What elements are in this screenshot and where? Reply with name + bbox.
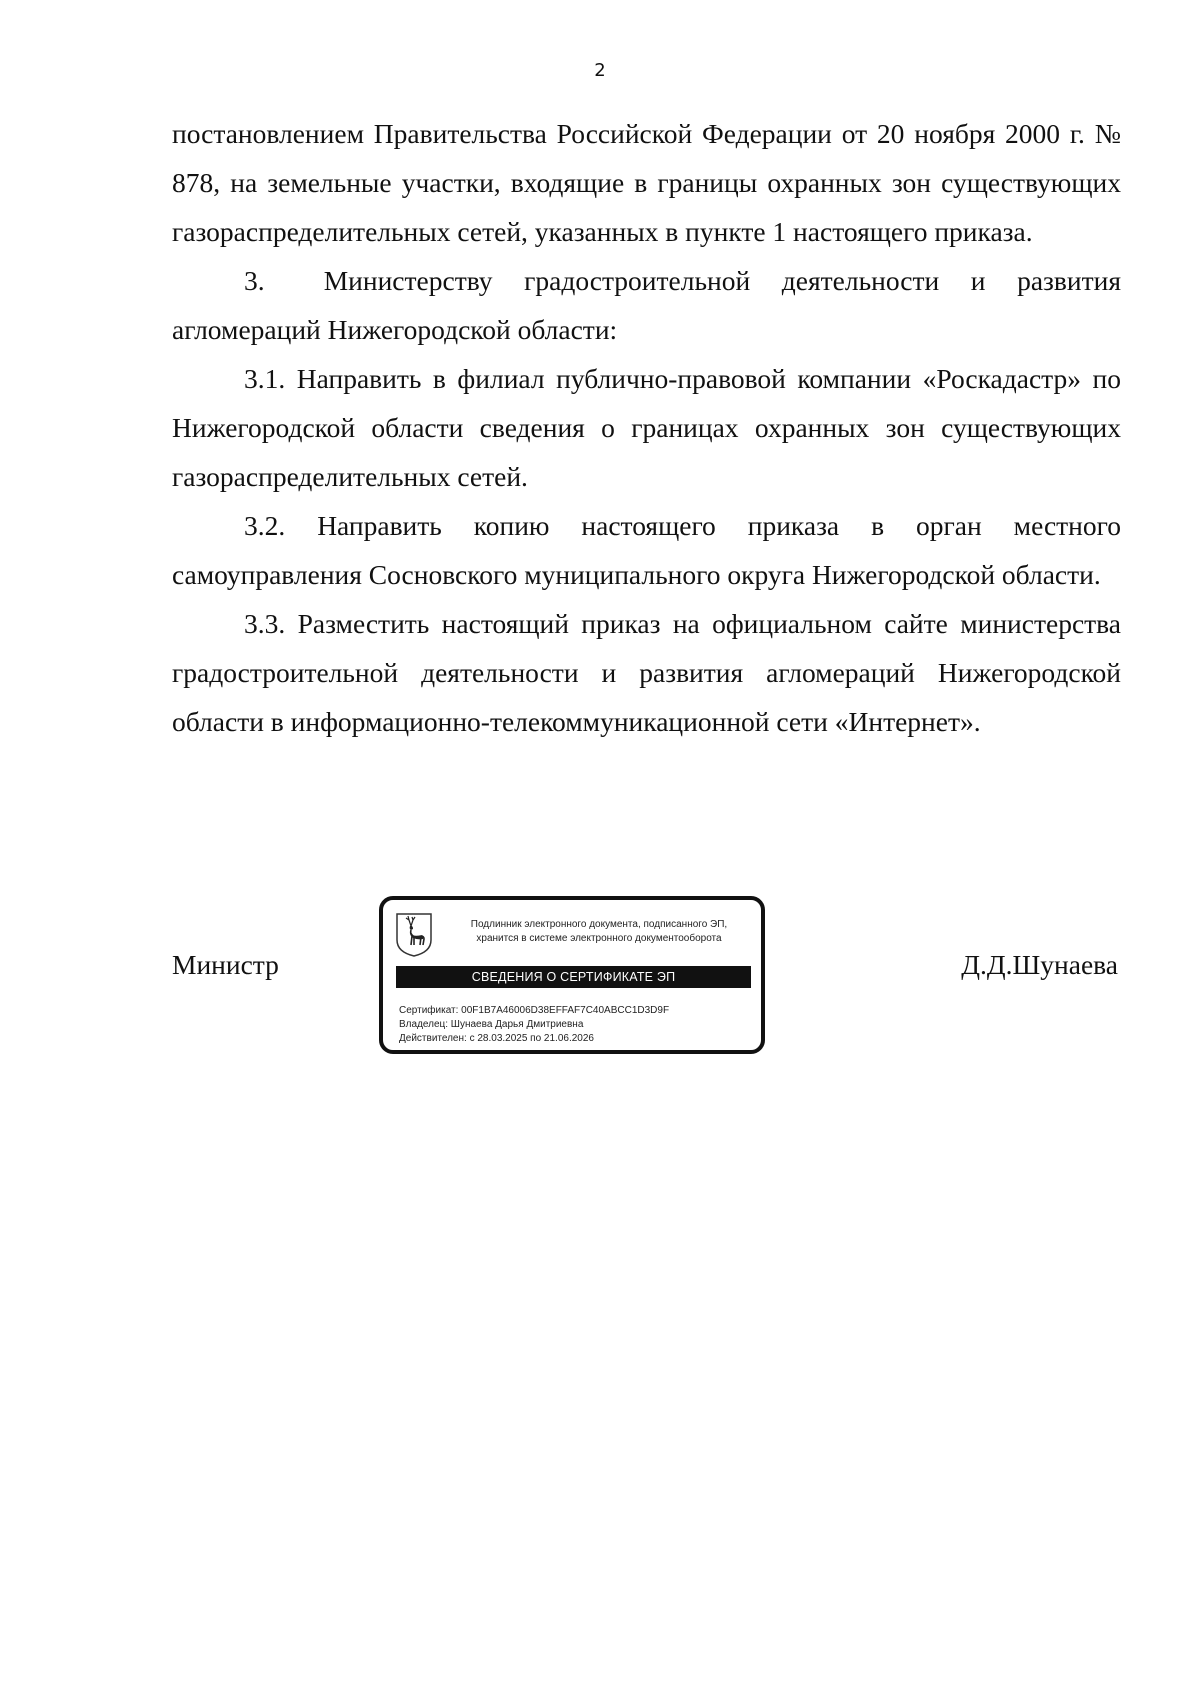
stamp-certificate-info — [399, 1004, 669, 1046]
electronic-signature-stamp — [379, 896, 765, 1054]
stamp-validity: Действителен: с 28.03.2025 по 21.06.2026 — [399, 1033, 594, 1044]
document-body — [172, 109, 1121, 746]
paragraph-item-3-1: 3.1. Направить в филиал публично-правовой компании «Роскадастр» по Нижегородской области сведения о границах охранных зон существующих газораспределительных сетей. — [172, 363, 1121, 492]
stamp-header — [441, 918, 757, 946]
page-number: 2 — [594, 60, 606, 81]
signer-name: Д.Д.Шунаева — [961, 949, 1118, 980]
stamp-certificate: Сертификат: 00F1B7A46006D38EFFAF7C40ABCC1D3D9F — [399, 1005, 670, 1016]
signer-position: Министр — [172, 949, 279, 980]
paragraph-continuation: постановлением Правительства Российской Федерации от 20 ноября 2000 г. № 878, на земельные участки, входящие в границы охранных зон существующих газораспределительных сетей, указанных в пункте 1 настоящего приказа. — [172, 118, 1121, 247]
stamp-header-line1: Подлинник электронного документа, подписанного ЭП, — [470, 919, 728, 930]
nizhny-novgorod-deer-emblem-icon — [395, 912, 433, 958]
stamp-header-line2: хранится в системе электронного документооборота — [476, 933, 722, 944]
stamp-title: СВЕДЕНИЯ О СЕРТИФИКАТЕ ЭП — [396, 966, 751, 988]
paragraph-item-3: 3. Министерству градостроительной деятельности и развития агломераций Нижегородской области: — [172, 265, 1121, 345]
paragraph-item-3-3: 3.3. Разместить настоящий приказ на официальном сайте министерства градостроительной деятельности и развития агломераций Нижегородской области в информационно-телекоммуникационной сети «Интернет». — [172, 608, 1121, 737]
stamp-owner: Владелец: Шунаева Дарья Дмитриевна — [399, 1019, 584, 1030]
paragraph-item-3-2: 3.2. Направить копию настоящего приказа в орган местного самоуправления Сосновского муниципального округа Нижегородской области. — [172, 510, 1121, 590]
